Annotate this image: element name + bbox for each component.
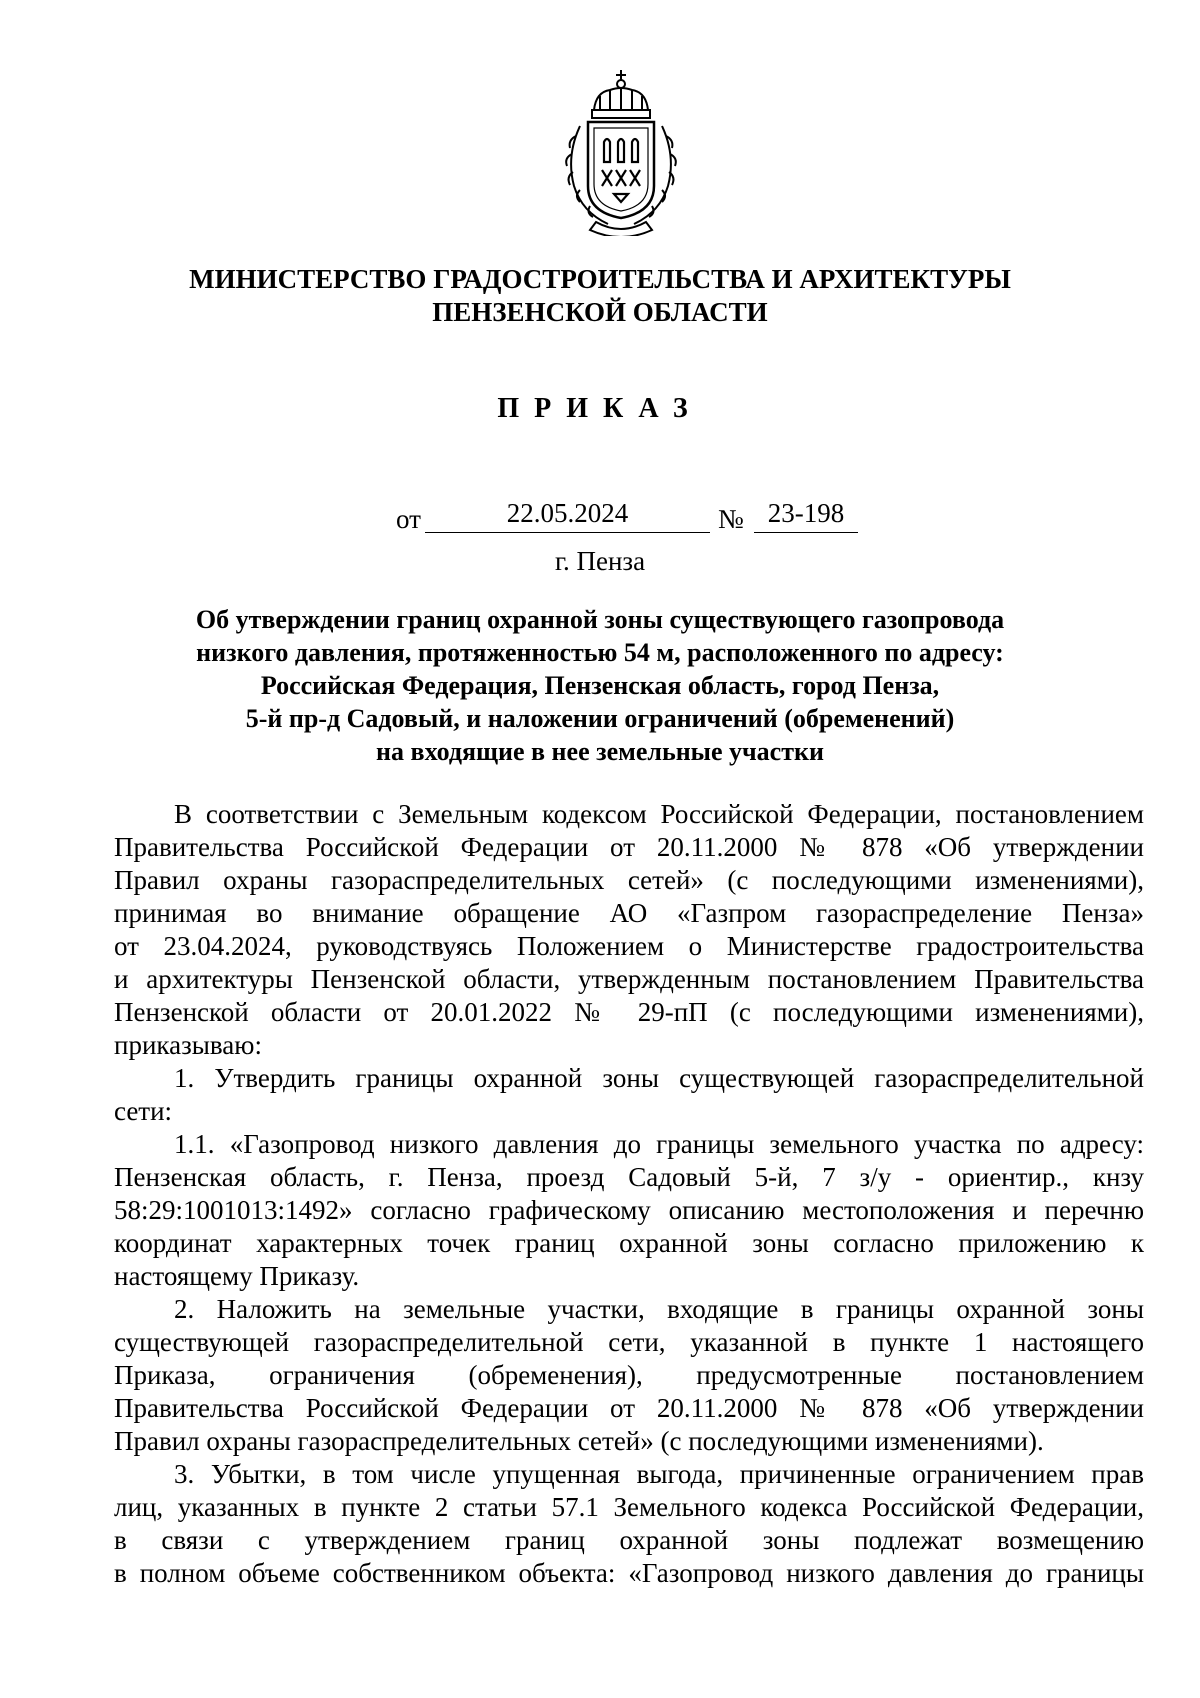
body-line: и архитектуры Пензенской области, утвержденным постановлением Правительства	[114, 964, 1144, 994]
body-line: в полном объеме собственником объекта: «Газопровод низкого давления до границы	[114, 1558, 1144, 1588]
body-line: сети:	[114, 1096, 173, 1126]
body-line: Правительства Российской Федерации от 20.11.2000 № 878 «Об утверждении	[114, 1393, 1144, 1423]
body-line: 2. Наложить на земельные участки, входящие в границы охранной зоны	[174, 1294, 1144, 1324]
body-line: существующей газораспределительной сети, указанной в пункте 1 настоящего	[114, 1327, 1144, 1357]
body-line: координат характерных точек границ охранной зоны согласно приложению к	[114, 1228, 1144, 1258]
title-line: низкого давления, протяженностью 54 м, расположенного по адресу:	[196, 638, 1004, 667]
ministry-name-line1: МИНИСТЕРСТВО ГРАДОСТРОИТЕЛЬСТВА И АРХИТЕКТУРЫ	[189, 264, 1011, 294]
coat-of-arms-icon	[560, 66, 682, 236]
body-line: 1.1. «Газопровод низкого давления до границы земельного участка по адресу:	[174, 1129, 1144, 1159]
title-line: на входящие в нее земельные участки	[376, 737, 824, 766]
order-date-number-row	[0, 498, 1200, 534]
order-body	[114, 798, 1144, 1590]
from-label: от	[396, 504, 421, 534]
body-line: 1. Утвердить границы охранной зоны существующей газораспределительной	[174, 1063, 1144, 1093]
order-date: 22.05.2024	[506, 498, 629, 528]
body-line: Пензенской области от 20.01.2022 № 29-пП (с последующими изменениями),	[114, 997, 1144, 1027]
order-number: 23-198	[767, 498, 845, 528]
body-line: лиц, указанных в пункте 2 статьи 57.1 Земельного кодекса Российской Федерации,	[114, 1492, 1144, 1522]
date-underline	[425, 532, 710, 533]
title-line: Российская Федерация, Пензенская область, город Пенза,	[260, 671, 940, 700]
title-line: Об утверждении границ охранной зоны существующего газопровода	[195, 605, 1005, 634]
body-line: Правил охраны газораспределительных сетей» (с последующими изменениями),	[114, 865, 1144, 895]
number-label: №	[718, 504, 744, 534]
body-line: настоящему Приказу.	[114, 1261, 360, 1291]
document-type-heading: ПРИКАЗ	[497, 393, 703, 424]
body-line: Пензенская область, г. Пенза, проезд Садовый 5-й, 7 з/у - ориентир., кнзу	[114, 1162, 1144, 1192]
body-line: 58:29:1001013:1492» согласно графическому описанию местоположения и перечню	[114, 1195, 1144, 1225]
ministry-name-line2: ПЕНЗЕНСКОЙ ОБЛАСТИ	[432, 297, 768, 327]
body-line: приказываю:	[114, 1030, 262, 1060]
body-line: в связи с утверждением границ охранной зоны подлежат возмещению	[114, 1525, 1144, 1555]
title-line: 5-й пр-д Садовый, и наложении ограничений (обременений)	[245, 704, 955, 733]
body-line: принимая во внимание обращение АО «Газпром газораспределение Пенза»	[114, 898, 1144, 928]
order-title	[150, 603, 1050, 768]
body-line: Приказа, ограничения (обременения), предусмотренные постановлением	[114, 1360, 1144, 1390]
body-line: 3. Убытки, в том числе упущенная выгода, причиненные ограничением прав	[174, 1459, 1144, 1489]
body-line: от 23.04.2024, руководствуясь Положением о Министерстве градостроительства	[114, 931, 1144, 961]
body-line: Правительства Российской Федерации от 20.11.2000 № 878 «Об утверждении	[114, 832, 1144, 862]
body-line: Правил охраны газораспределительных сетей» (с последующими изменениями).	[114, 1426, 1044, 1456]
body-line: В соответствии с Земельным кодексом Российской Федерации, постановлением	[174, 799, 1144, 829]
issue-city: г. Пенза	[554, 546, 646, 576]
number-underline	[754, 532, 858, 533]
